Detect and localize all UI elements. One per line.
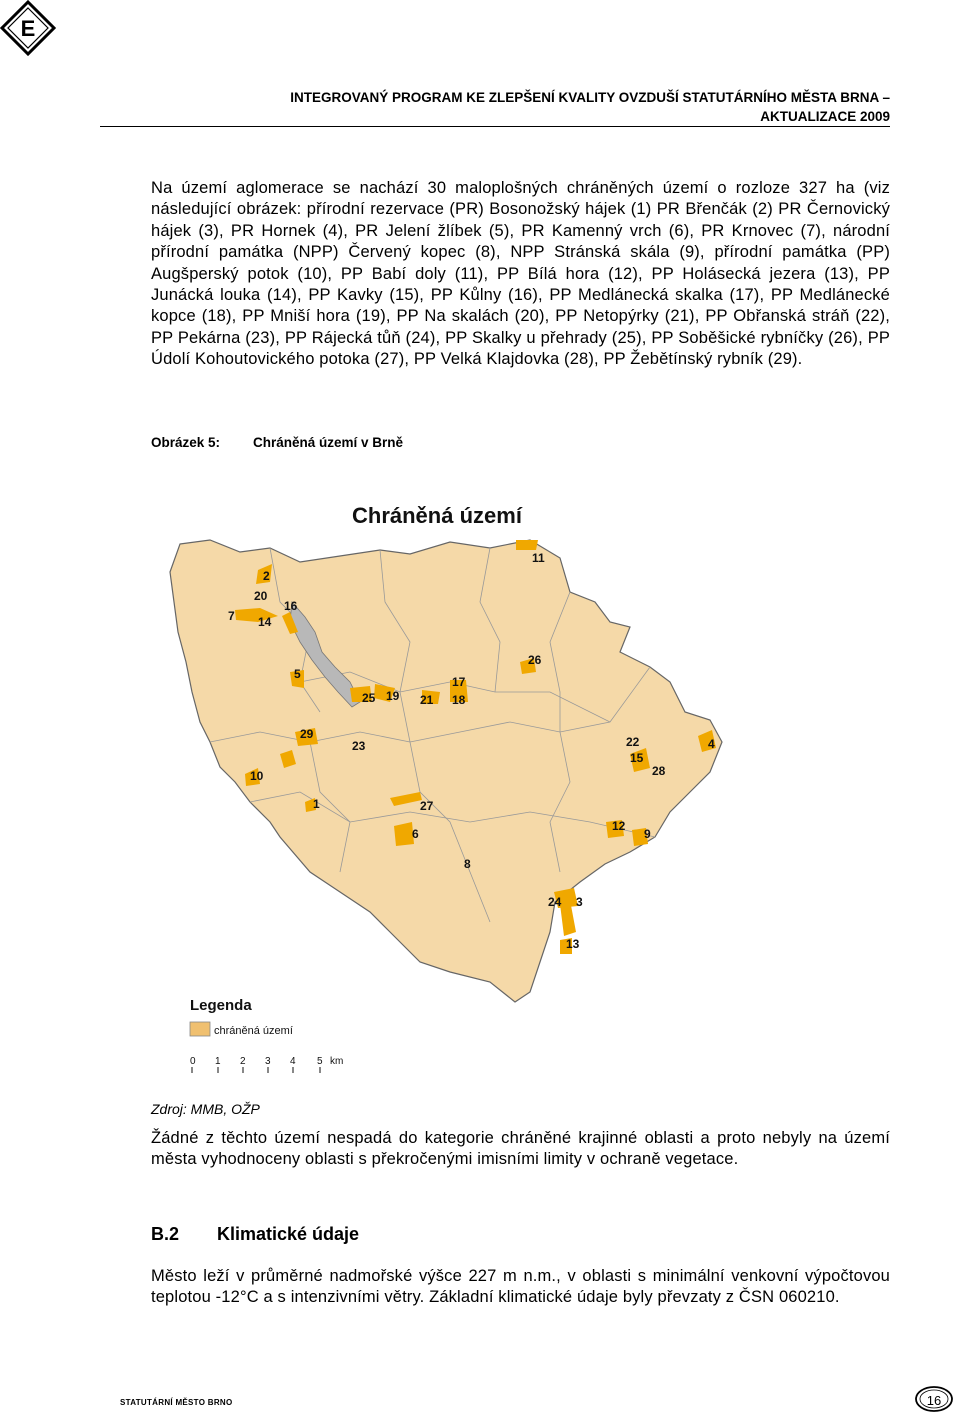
header-title: INTEGROVANÝ PROGRAM KE ZLEPŠENÍ KVALITY OVZDUŠÍ STATUTÁRNÍHO MĚSTA BRNA – — [290, 90, 890, 105]
scale-tick: 2 — [240, 1056, 246, 1067]
area-label: 25 — [362, 691, 376, 705]
area-label: 26 — [528, 653, 542, 667]
map-title: Chráněná území — [352, 503, 522, 528]
area-label: 22 — [626, 735, 640, 749]
section-title: Klimatické údaje — [217, 1224, 360, 1244]
area-label: 19 — [386, 689, 400, 703]
figure-source: Zdroj: MMB, OŽP — [151, 1101, 260, 1117]
figure-caption-text: Chráněná území v Brně — [253, 435, 404, 450]
logo — [0, 0, 56, 56]
area-label: 4 — [708, 737, 715, 751]
footer-organization: STATUTÁRNÍ MĚSTO BRNO — [120, 1398, 233, 1407]
area-label: 2 — [263, 569, 270, 583]
area-label: 29 — [300, 727, 314, 741]
area-label: 1 — [313, 797, 320, 811]
scale-tick: 5 — [317, 1056, 323, 1067]
document-header — [190, 88, 890, 126]
section-number: B.2 — [151, 1224, 180, 1244]
area-label: 23 — [352, 739, 366, 753]
legend-title: Legenda — [190, 997, 252, 1014]
area-label: 15 — [630, 751, 644, 765]
area-label: 27 — [420, 799, 434, 813]
scale-tick: 1 — [215, 1056, 221, 1067]
area-label: 6 — [412, 827, 419, 841]
area-label: 9 — [644, 827, 651, 841]
figure-caption — [151, 435, 403, 450]
area-label: 13 — [566, 937, 580, 951]
area-label: 17 — [452, 675, 466, 689]
intro-paragraph: Na území aglomerace se nachází 30 maloplošných chráněných území o rozloze 327 ha (viz následující obrázek: přírodní rezervace (PR) Bosonožský hájek (1) PR Břenčák (2) PR Černovický hájek (3), PR Hornek (4), PR Jelení žlíbek (5), PR Kamenný vrch (6), PR Krnovec (7), národní přírodní památka (NPP) Červený kopec (8), NPP Stránská skála (9), přírodní památka (PP) Augšperský potok (10), PP Babí doly (11), PP Bílá hora (12), PP Holásecká jezera (13), PP Junácká louka (14), PP Kavky (15), PP Kůlny (16), PP Medlánecká skalka (17), PP Medlánecké kopce (18), PP Mniší hora (19), PP Na skalách (20), PP Netopýrky (21), PP Obřanská stráň (22), PP Pekárna (23), PP Rájecká tůň (24), PP Skalky u přehrady (25), PP Soběšické rybníčky (26), PP Údolí Kohoutovického potoka (27), PP Velká Klajdovka (28), PP Žebětínský rybník (29). — [151, 179, 890, 369]
area-label: 14 — [258, 615, 272, 629]
area-label: 7 — [228, 609, 235, 623]
figure-caption-label: Obrázek 5: — [151, 435, 221, 450]
paragraph-climate: Město leží v průměrné nadmořské výšce 227 m n.m., v oblasti s minimální venkovní výpočtovou teplotou -12°C a s intenzivními větry. Základní klimatické údaje byly převzaty z ČSN 060210. — [151, 1267, 890, 1307]
map-svg — [150, 492, 758, 1074]
area-label: 8 — [464, 857, 471, 871]
protected-areas-map — [150, 492, 758, 1074]
paragraph-vegetation: Žádné z těchto území nespadá do kategorie chráněné krajinné oblasti a proto nebyly na území města vyhodnoceny oblasti s překročenými imisními limity v ochraně vegetace. — [151, 1129, 890, 1169]
area-label: 3 — [576, 895, 583, 909]
area-label: 16 — [284, 599, 298, 613]
area-label: 21 — [420, 693, 434, 707]
scale-tick: 0 — [190, 1056, 196, 1067]
area-label: 20 — [254, 589, 268, 603]
area-label: 18 — [452, 693, 466, 707]
scale-tick: 3 — [265, 1056, 271, 1067]
header-rule — [100, 126, 890, 127]
header-subtitle: AKTUALIZACE 2009 — [760, 109, 890, 124]
scale-unit: km — [330, 1056, 344, 1067]
area-label: 10 — [250, 769, 264, 783]
area-label: 28 — [652, 764, 666, 778]
logo-letter: E — [20, 16, 36, 41]
section-heading — [151, 1224, 359, 1245]
page-number-badge — [912, 1384, 956, 1414]
scale-tick: 4 — [290, 1056, 296, 1067]
legend-swatch — [190, 1022, 210, 1036]
area-label: 11 — [532, 551, 545, 565]
area-label: 5 — [294, 667, 301, 681]
page-number: 16 — [926, 1393, 942, 1408]
area-label: 24 — [548, 895, 562, 909]
legend-item-label: chráněná území — [214, 1025, 293, 1037]
area-label: 12 — [612, 819, 626, 833]
